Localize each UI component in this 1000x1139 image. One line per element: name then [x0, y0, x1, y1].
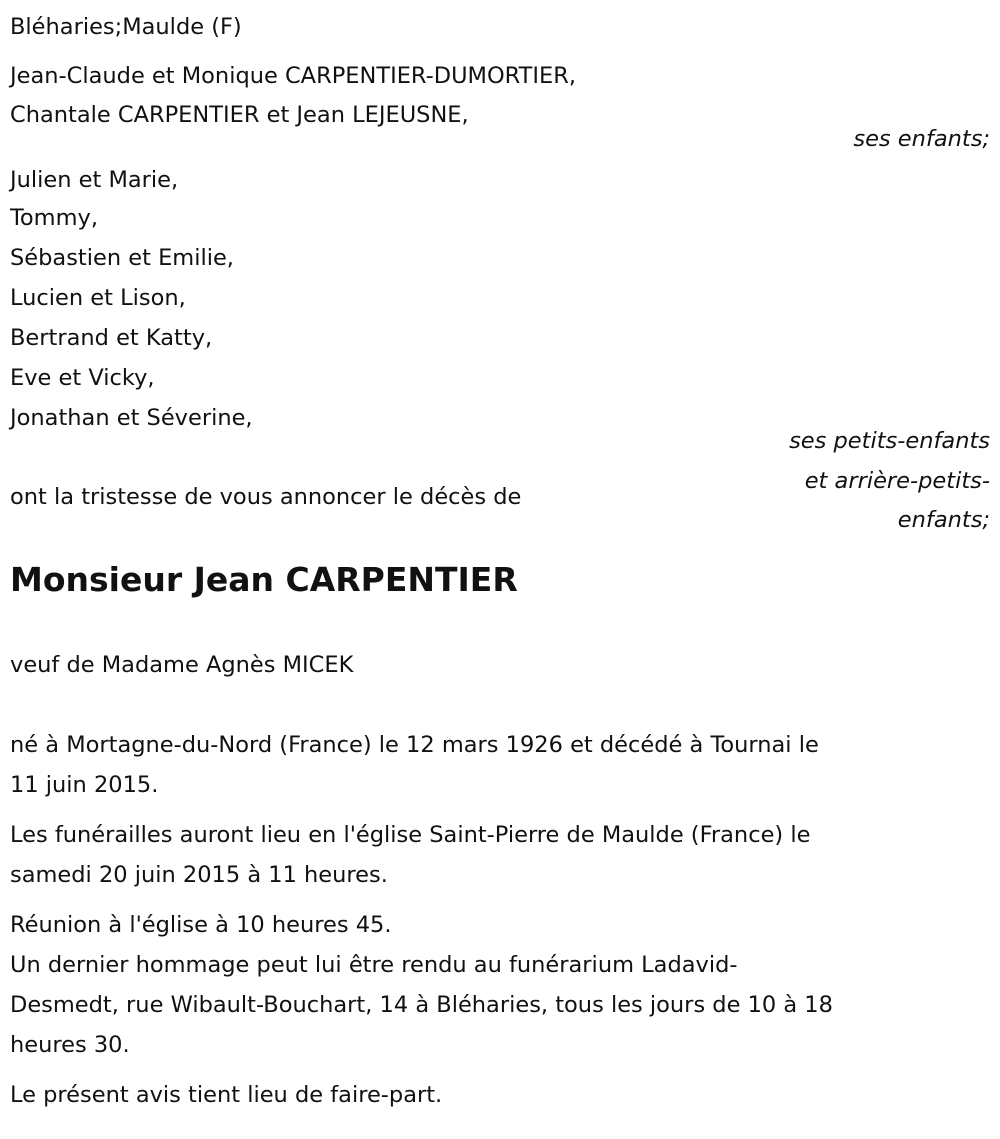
tribute-line: Un dernier hommage peut lui être rendu au funérarium Ladavid-	[10, 952, 738, 978]
tribute-line: Desmedt, rue Wibault-Bouchart, 14 à Bléharies, tous les jours de 10 à 18	[10, 992, 833, 1018]
grandchild-line: Lucien et Lison,	[10, 285, 186, 311]
meeting-line: Réunion à l'église à 10 heures 45.	[10, 912, 392, 938]
funeral-line: Les funérailles auront lieu en l'église Saint-Pierre de Maulde (France) le	[10, 822, 811, 848]
grandchild-line: Bertrand et Katty,	[10, 325, 213, 351]
grandchildren-label: et arrière-petits-	[804, 468, 990, 494]
grandchild-line: Eve et Vicky,	[10, 365, 155, 391]
widower-line: veuf de Madame Agnès MICEK	[10, 652, 354, 678]
birth-death-line: 11 juin 2015.	[10, 772, 159, 798]
notice-line: Le présent avis tient lieu de faire-part.	[10, 1082, 443, 1108]
grandchildren-label: enfants;	[897, 507, 990, 533]
children-label: ses enfants;	[853, 126, 990, 152]
birth-death-line: né à Mortagne-du-Nord (France) le 12 mars 1926 et décédé à Tournai le	[10, 732, 819, 758]
location: Bléharies;Maulde (F)	[10, 14, 242, 40]
announcement: ont la tristesse de vous annoncer le décès de	[10, 484, 522, 510]
grandchild-line: Julien et Marie,	[10, 167, 179, 193]
tribute-line: heures 30.	[10, 1032, 130, 1058]
deceased-name: Monsieur Jean CARPENTIER	[10, 560, 518, 599]
grandchild-line: Jonathan et Séverine,	[10, 405, 253, 431]
grandchildren-label: ses petits-enfants	[789, 428, 990, 454]
child-line: Chantale CARPENTIER et Jean LEJEUSNE,	[10, 102, 469, 128]
grandchild-line: Tommy,	[10, 205, 98, 231]
grandchild-line: Sébastien et Emilie,	[10, 245, 234, 271]
child-line: Jean-Claude et Monique CARPENTIER-DUMORTIER,	[10, 63, 577, 89]
funeral-line: samedi 20 juin 2015 à 11 heures.	[10, 862, 388, 888]
